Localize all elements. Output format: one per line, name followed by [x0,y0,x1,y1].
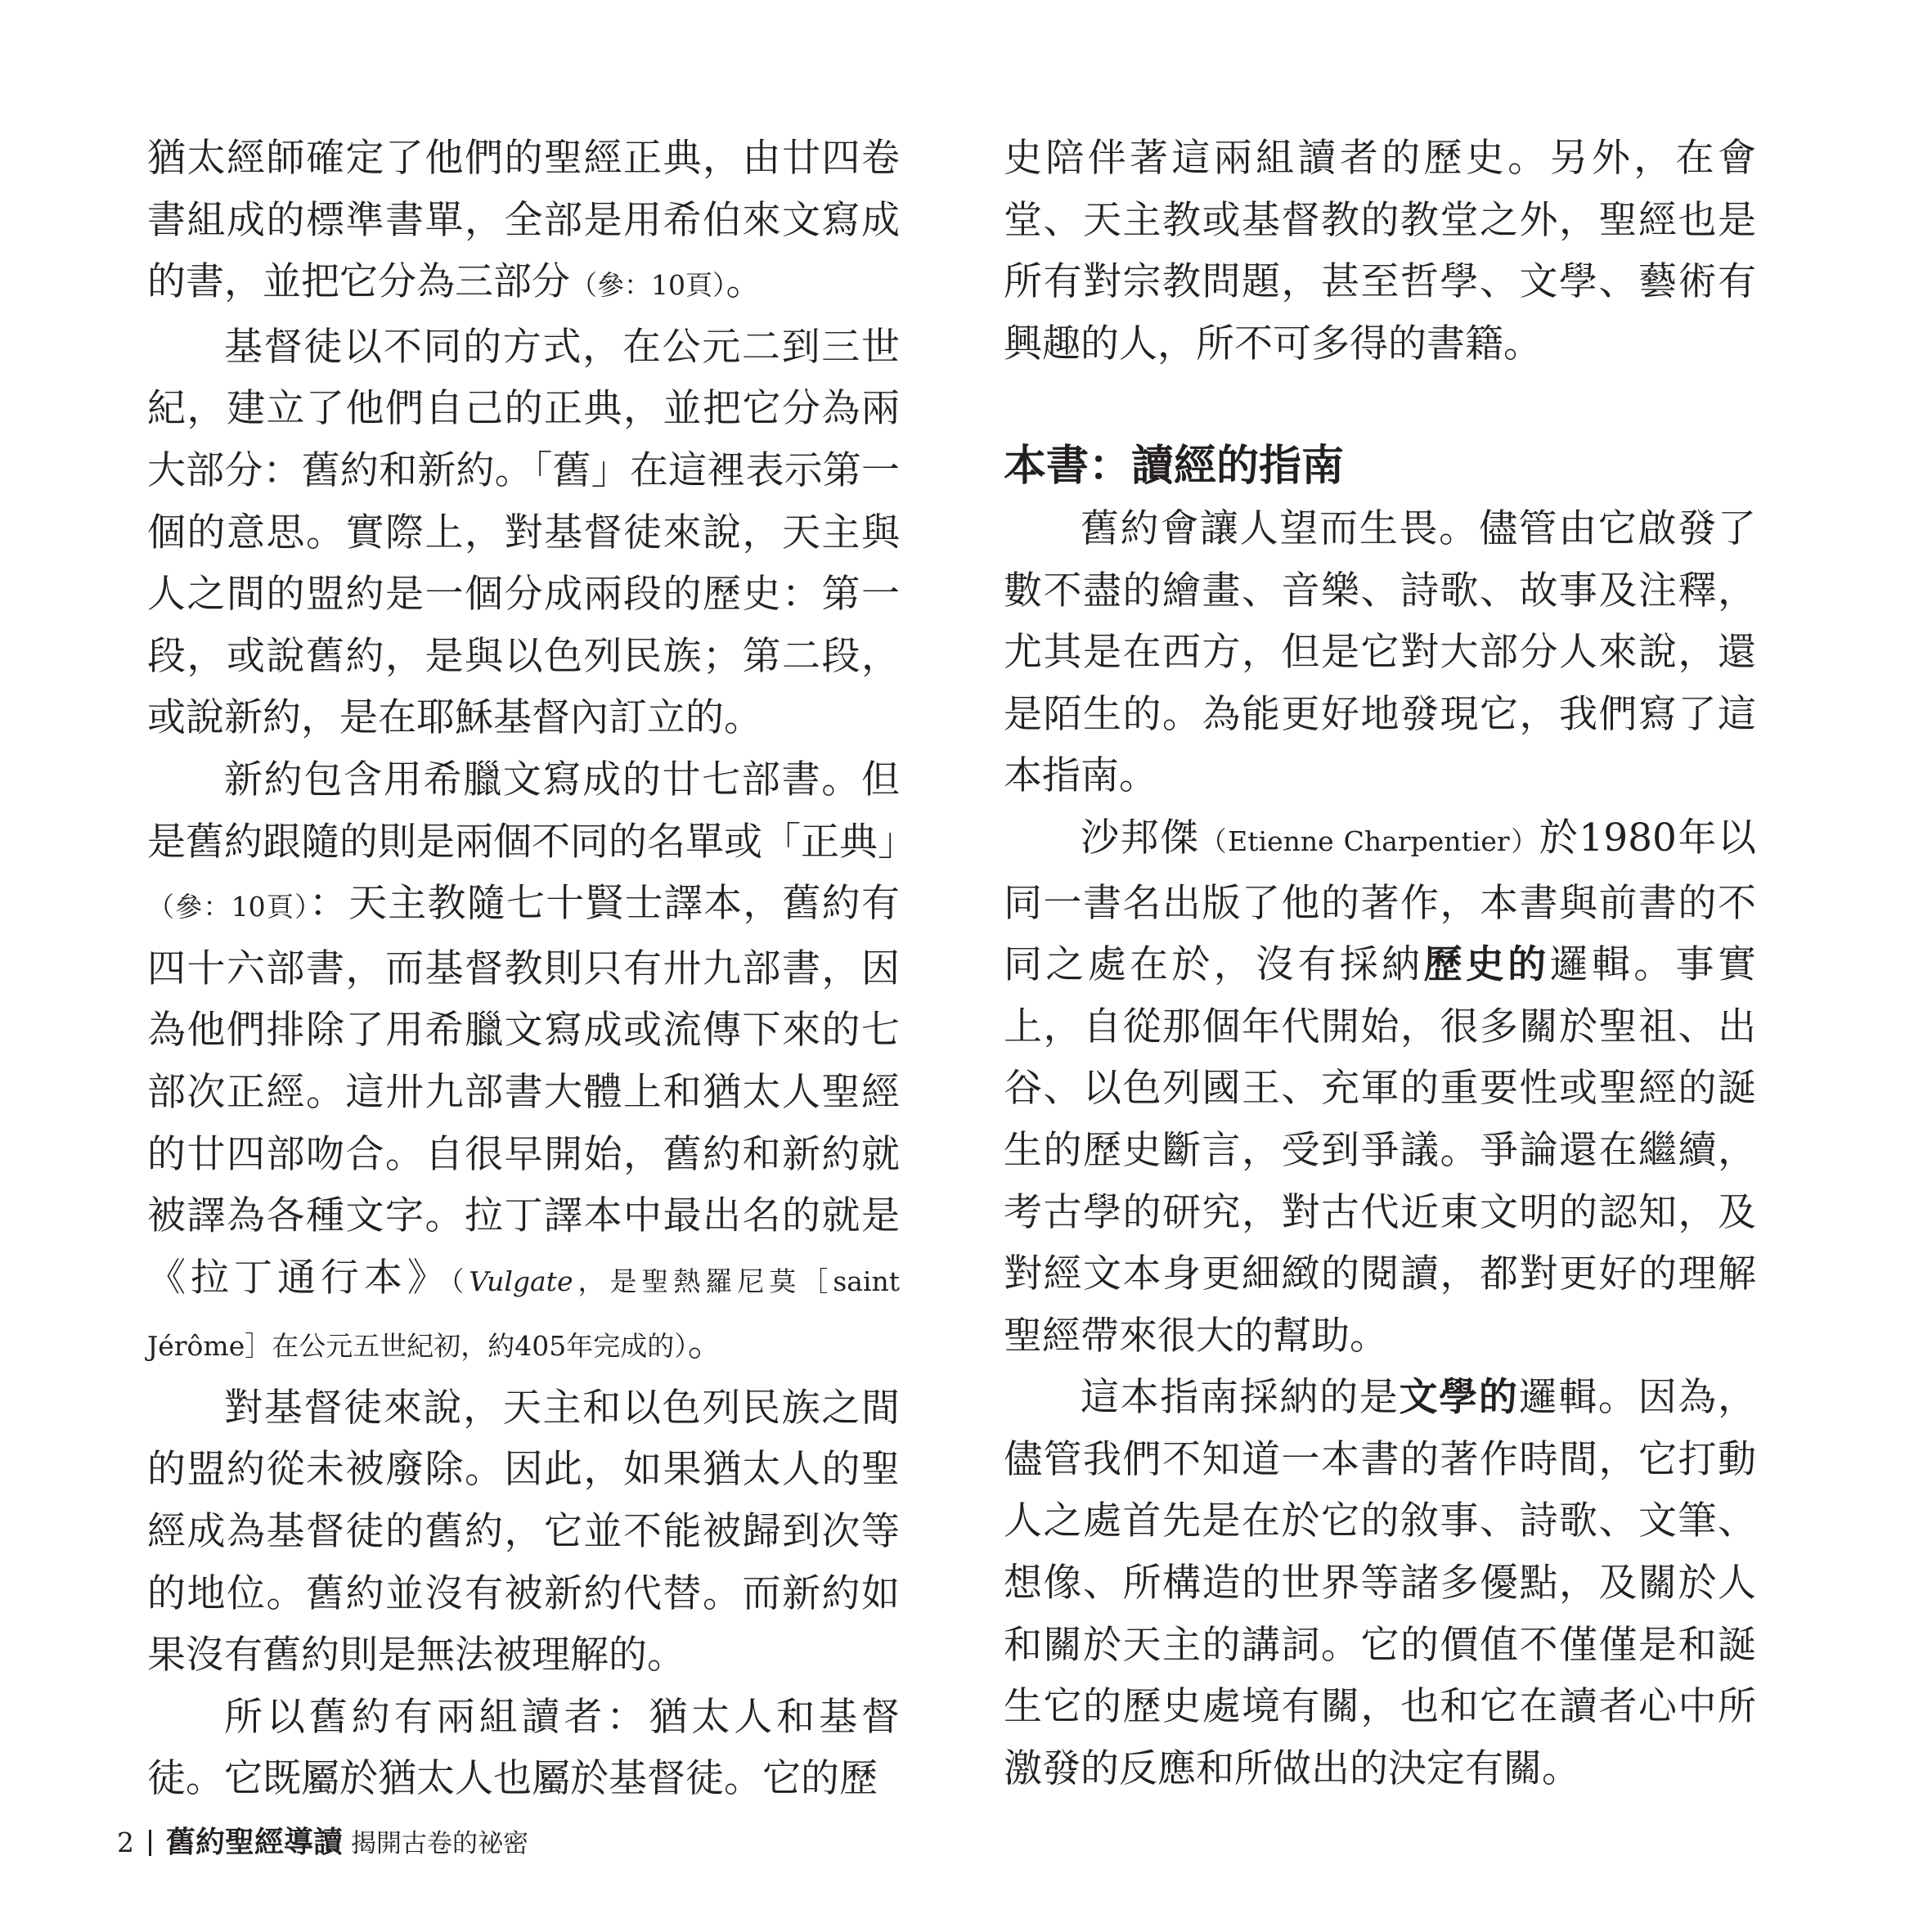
paragraph-text: 這本指南採納的是 [1081,1375,1400,1421]
paragraph-text: 於1980年以同一書名出版了他的著作，本書與前書的不同之處在於，沒有採納 [1004,815,1756,988]
right-column [1004,128,1756,1799]
section-heading: 本書：讀經的指南 [1004,442,1345,492]
footer-divider [149,1830,151,1856]
paragraph [147,128,900,317]
paragraph-text: 邏輯。事實上，自從那個年代開始，很多關於聖祖、出谷、以色列國王、充軍的重要性或聖經的誕生的歷史斷言，受到爭議。爭論還在繼續，考古學的研究，對古代近東文明的認知，及對經文本身更細緻的閱讀，都對更好的理解聖經帶來很大的幫助。 [1004,942,1757,1359]
page-number: 2 [117,1826,134,1858]
paragraph: 所以舊約有兩組讀者：猶太人和基督徒。它既屬於猶太人也屬於基督徒。它的歷 [147,1694,900,1802]
book-title: 舊約聖經導讀 [166,1826,344,1859]
aside-text: ，是聖熱羅尼莫［saint Jérôme］在公元五世紀初，約405年完成的） [147,1265,900,1363]
paren-open: （ [450,1265,470,1297]
paragraph: 對基督徒來說，天主和以色列民族之間的盟約從未被廢除。因此，如果猶太人的聖經成為基督徒的舊約，它並不能被歸到次等的地位。舊約並沒有被新約代替。而新約如果沒有舊約則是無法被理解的。 [147,1385,900,1678]
author-original-name: （Etienne Charpentier） [1199,824,1539,857]
paragraph: 基督徒以不同的方式，在公元二到三世紀，建立了他們自己的正典，並把它分為兩大部分：舊約和新約。「舊」在這裡表示第一個的意思。實際上，對基督徒來說，天主與人之間的盟約是一個分成兩段的歷史：第一段，或說舊約，是與以色列民族；第二段，或說新約，是在耶穌基督內訂立的。 [147,324,900,741]
paragraph: 史陪伴著這兩組讀者的歷史。另外，在會堂、天主教或基督教的教堂之外，聖經也是所有對宗教問題，甚至哲學、文學、藝術有興趣的人，所不可多得的書籍。 [1004,136,1756,366]
paragraph-text: 。 [726,259,765,305]
paragraph: 舊約會讓人望而生畏。儘管由它啟發了數不盡的繪畫、音樂、詩歌、故事及注釋，尤其是在西方，但是它對大部分人來說，還是陌生的。為能更好地發現它，我們寫了這本指南。 [1004,505,1756,799]
left-column [147,128,916,1810]
paragraph-text: 。 [687,1320,726,1366]
emphasis-bold: 文學的 [1399,1375,1519,1421]
paragraph-text: 邏輯。因為，儘管我們不知道一本書的著作時間，它打動人之處首先是在於它的敘事、詩歌、文筆、想像、所構造的世界等諸多優點，及關於人和關於天主的講詞。它的價值不僅僅是和誕生它的歷史處境有關，也和它在讀者心中所激發的反應和所做出的決定有關。 [1004,1375,1756,1791]
page-reference: （參：10頁） [147,891,309,923]
paragraph-text: ：天主教隨七十賢士譯本，舊約有四十六部書，而基督教則只有卅九部書，因為他們排除了用希臘文寫成或流傳下來的七部次正經。這卅九部書大體上和猶太人聖經的廿四部吻合。自很早開始，舊約和新約就被譯為各種文字。拉丁譯本中最出名的就是《拉丁通行本》 [147,881,900,1301]
paragraph-text: 沙邦傑 [1081,815,1200,860]
italic-term: Vulgate [469,1265,573,1297]
page-reference: （參：10頁） [570,269,726,302]
paragraph [147,749,916,1377]
page-footer [117,1826,528,1860]
emphasis-bold: 歷史的 [1423,942,1550,988]
book-subtitle: 揭開古卷的祕密 [351,1829,529,1858]
paragraph-text: 新約包含用希臘文寫成的廿七部書。但是舊約跟隨的則是兩個不同的名單或「正典」 [147,757,916,865]
paragraph [1004,807,1756,1367]
paragraph [1004,1367,1756,1799]
paragraph-text: 猶太經師確定了他們的聖經正典，由廿四卷書組成的標準書單，全部是用希伯來文寫成的書，並把它分為三部分 [147,136,900,305]
